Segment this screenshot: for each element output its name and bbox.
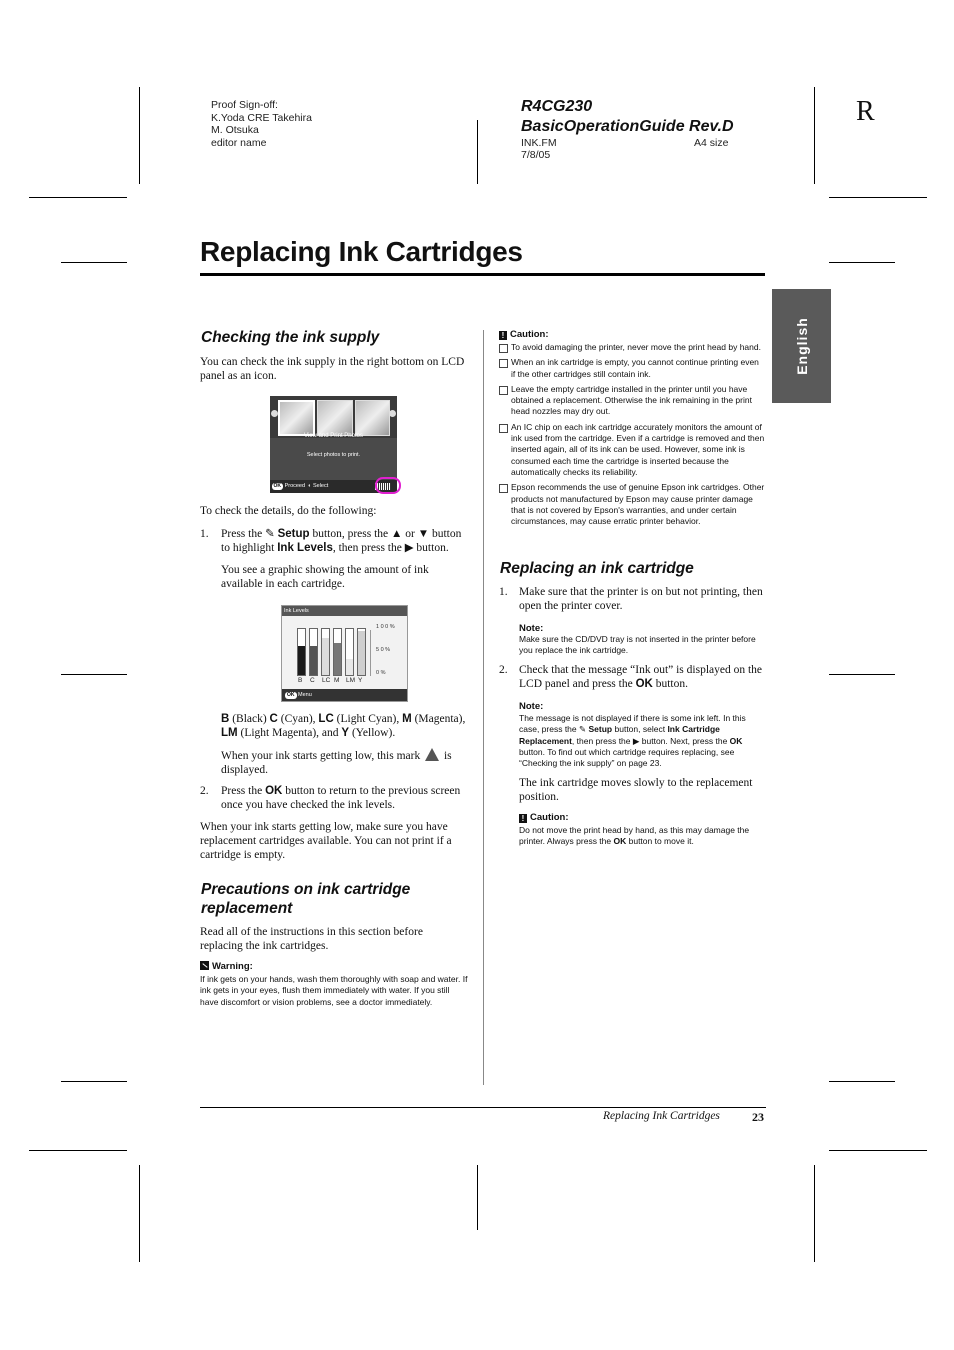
caution-item <box>499 357 765 380</box>
color-name: (Magenta), <box>411 713 466 725</box>
caution-text: Leave the empty cartridge installed in the printer until you have obtained a replacement. Otherwise the ink remaining in the print head nozzles may dry out. <box>511 383 752 417</box>
ink-fill <box>334 643 341 675</box>
warning-text: If ink gets on your hands, wash them thoroughly with soap and water. If ink gets in your eyes, flush them immediately with water. If you still have discomfort or vision problems, see a doctor immediately. <box>200 974 468 1007</box>
color-code: M <box>402 713 412 725</box>
step-1 <box>200 527 466 555</box>
note1-text: Make sure the CD/DVD tray is not inserted in the printer before you replace the ink cartridge. <box>519 634 756 656</box>
proof-line: Proof Sign-off: <box>211 99 278 111</box>
caution-text: To avoid damaging the printer, never move the print head by hand. <box>511 342 761 352</box>
doc-size: A4 size <box>694 137 729 149</box>
step1-text-a: Press the <box>221 528 266 540</box>
ink-levels-label: Ink Levels <box>277 542 333 554</box>
lcd-line2: Select photos to print. <box>306 452 361 458</box>
ink-label: Y <box>358 677 363 684</box>
r-step2-text: button. <box>652 678 688 690</box>
setup-label: Setup <box>277 528 310 540</box>
step1-text-c: , then press the ▶ button. <box>332 542 449 554</box>
lcd-menu: Menu <box>298 692 312 698</box>
checkbox-bullet-icon <box>499 484 508 493</box>
footer-rule <box>200 1107 766 1108</box>
caution2-text <box>519 825 766 848</box>
step1-sub: You see a graphic showing the amount of ink available in each cartridge. <box>221 564 429 590</box>
caution-heading <box>519 812 569 823</box>
ink-fill <box>310 646 317 675</box>
lcd-band <box>270 438 397 480</box>
ink-bar <box>309 628 318 676</box>
r-step2-text: Check that the message “Ink out” is displayed on the LCD panel and press the <box>519 664 763 690</box>
caution-item <box>499 384 765 418</box>
step1-text-b: button, press the ▲ or ▼ button to highlight <box>221 528 462 554</box>
crop-mark <box>829 1150 927 1151</box>
proof-line: M. Otsuka <box>211 124 259 136</box>
caution2-part: button to move it. <box>626 836 694 847</box>
low-ink-note <box>221 748 466 777</box>
r-step-2 <box>499 663 765 691</box>
caution-item <box>499 422 765 478</box>
lcd-title: Ink Levels <box>282 606 408 616</box>
doc-meta <box>521 137 557 161</box>
caution-item <box>499 482 765 527</box>
color-name: (Cyan), <box>277 713 319 725</box>
caution-label: Caution: <box>510 329 549 340</box>
ink-fill <box>298 646 305 675</box>
crop-mark <box>61 674 127 675</box>
caution-item <box>499 342 765 353</box>
pct-50: 5 0 % <box>376 647 391 653</box>
checkbox-bullet-icon <box>499 359 508 368</box>
note2-text <box>519 713 766 769</box>
pct-0: 0 % <box>376 670 386 676</box>
revision-mark: R <box>856 96 875 127</box>
arrow-left-icon <box>271 410 278 417</box>
section-heading-replacing: Replacing an ink cartridge <box>500 560 694 577</box>
color-name: (Black) <box>229 713 270 725</box>
ink-label: LM <box>346 677 356 684</box>
note2-part: , then press the ▶ button. Next, press the <box>571 735 730 746</box>
color-name: (Light Cyan), <box>333 713 403 725</box>
color-name: (Yellow). <box>349 727 396 739</box>
page-number: 23 <box>752 1110 764 1124</box>
checkbox-bullet-icon <box>499 344 508 353</box>
step2-text: Press the <box>221 785 266 797</box>
warning-icon <box>200 961 209 970</box>
doc-title: BasicOperationGuide Rev.D <box>521 118 734 135</box>
caution2-part: Do not move the print head by hand, as this may damage the printer. Always press the <box>519 825 750 847</box>
ok-label: OK <box>635 678 653 690</box>
caution-heading <box>499 329 549 340</box>
wrench-icon: ✎ <box>579 724 587 735</box>
ink-fill <box>322 638 329 675</box>
doc-code: R4CG230 <box>521 98 593 115</box>
step-number: 2. <box>499 664 508 676</box>
language-tab <box>772 289 831 403</box>
ink-bar <box>345 628 354 676</box>
ok-button-icon: OK <box>273 483 282 489</box>
crop-mark <box>814 1165 815 1262</box>
ink-label: C <box>310 677 315 684</box>
column-divider <box>483 330 484 1085</box>
checkbox-bullet-icon <box>499 424 508 433</box>
page-title: Replacing Ink Cartridges <box>200 236 523 267</box>
details-intro: To check the details, do the following: <box>200 505 377 517</box>
warning-triangle-icon <box>425 748 439 761</box>
section-heading-precautions: Precautions on ink cartridge replacement <box>201 881 411 917</box>
caution-text: Epson recommends the use of genuine Epson ink cartridges. Other products not manufactured by Epson may cause printer damage that is not covered by Epson's warranties, and under certain circumstances, may cause erratic printer behavior. <box>511 482 765 527</box>
warning-label: Warning: <box>212 961 253 972</box>
caution-icon: ! <box>519 814 527 823</box>
lcd-ink-levels-screen <box>281 605 408 702</box>
note2-part: button, select <box>612 724 668 735</box>
title-rule <box>200 273 765 276</box>
lcd-line1: View and Print Photos <box>304 433 363 439</box>
sec1-intro: You can check the ink supply in the right bottom on LCD panel as an icon. <box>200 356 465 382</box>
doc-date: 7/8/05 <box>521 149 551 161</box>
color-name: (Light Magenta), and <box>237 727 342 739</box>
crop-mark <box>829 262 895 263</box>
pct-100: 1 0 0 % <box>376 624 395 630</box>
r-step-1 <box>499 585 765 613</box>
photo-thumbnail <box>278 400 315 436</box>
footer-section: Replacing Ink Cartridges <box>603 1110 720 1122</box>
step-2 <box>200 784 466 812</box>
note2-part: The message is not displayed if there is some ink left. In this case, press the <box>519 713 746 735</box>
highlight-ring <box>375 477 401 494</box>
sec2-intro: Read all of the instructions in this section before replacing the ink cartridges. <box>200 926 423 952</box>
note-label: Note: <box>519 701 544 712</box>
crop-mark <box>829 1081 895 1082</box>
caution-icon: ! <box>499 331 507 340</box>
wrench-icon: ✎ <box>265 528 275 540</box>
ok-label: OK <box>613 836 627 847</box>
lcd-select: Select <box>312 483 329 489</box>
crop-mark <box>61 262 127 263</box>
doc-file: INK.FM <box>521 137 557 149</box>
checkbox-bullet-icon <box>499 386 508 395</box>
r-step1-text: Make sure that the printer is on but not printing, then open the printer cover. <box>519 586 763 612</box>
proof-signoff <box>211 99 312 149</box>
color-code: C <box>269 713 278 725</box>
caution-text: An IC chip on each ink cartridge accurately monitors the amount of ink used from the cartridge. Even if a cartridge is removed and then inserted again, all of its ink can be used. However, some ink is consumed each time the cartridge is inserted because the automatically checks its reliability. <box>511 421 765 477</box>
ink-fill <box>358 631 365 675</box>
lcd-footer <box>282 689 408 701</box>
caution-list <box>499 342 765 531</box>
doc-identifier <box>521 97 734 137</box>
scale-line <box>370 630 371 676</box>
ink-label: M <box>334 677 340 684</box>
crop-mark <box>477 1165 478 1230</box>
ink-label: LC <box>322 677 331 684</box>
crop-mark <box>61 1081 127 1082</box>
crop-mark <box>29 197 127 198</box>
photo-thumbnail <box>317 400 352 436</box>
crop-mark <box>829 197 927 198</box>
warning-heading <box>200 961 253 972</box>
note2-part: button. To find out which cartridge requires replacing, see “Checking the ink supply” on page 23. <box>519 746 735 769</box>
crop-mark <box>477 120 478 184</box>
crop-mark <box>139 1165 140 1262</box>
photo-thumbnail <box>355 400 390 436</box>
arrow-right-icon <box>389 410 396 417</box>
photo-thumbnails <box>278 400 390 436</box>
lcd-proceed: Proceed <box>284 483 306 489</box>
moves-text: The ink cartridge moves slowly to the replacement position. <box>519 777 753 803</box>
color-code: B <box>221 713 230 725</box>
note-label: Note: <box>519 623 544 634</box>
crop-mark <box>29 1150 127 1151</box>
crop-mark <box>829 674 895 675</box>
step2-text: button to return to the previous screen once you have checked the ink levels. <box>221 785 461 811</box>
caution-label: Caution: <box>530 812 569 823</box>
ink-cartridge-replacement-label: Ink Cartridge Replacement <box>519 724 720 746</box>
ok-label: OK <box>265 785 283 797</box>
crop-mark <box>814 87 815 184</box>
step-number: 2. <box>200 785 209 797</box>
ink-bar <box>321 628 330 676</box>
proof-line: K.Yoda CRE Takehira <box>211 111 312 124</box>
ink-label: B <box>298 677 303 684</box>
step-number: 1. <box>200 528 209 540</box>
ok-button-icon: OK <box>287 692 295 698</box>
section-heading-checking: Checking the ink supply <box>201 329 380 346</box>
low-ink-text: is displayed. <box>221 750 452 776</box>
ok-label: OK <box>729 735 743 746</box>
language-tab-label: English <box>793 317 810 375</box>
proof-line: editor name <box>211 136 267 149</box>
crop-mark <box>139 87 140 184</box>
ink-bar <box>297 628 306 676</box>
dpad-icon: ◐ <box>308 483 312 489</box>
ink-fill <box>346 659 353 675</box>
color-code: LM <box>221 727 238 739</box>
low-ink-para: When your ink starts getting low, make sure you have replacement cartridges available. You can not print if a cartridge is empty. <box>200 821 452 861</box>
step-number: 1. <box>499 586 508 598</box>
ink-bar <box>333 628 342 676</box>
low-ink-text: When your ink starts getting low, this mark <box>221 750 424 762</box>
color-code: Y <box>341 727 350 739</box>
color-code: LC <box>318 713 334 725</box>
caution-text: When an ink cartridge is empty, you cannot continue printing even if the other cartridges still contain ink. <box>511 357 759 379</box>
setup-label: Setup <box>588 724 613 735</box>
color-legend <box>221 712 466 740</box>
ink-bar <box>357 628 366 676</box>
